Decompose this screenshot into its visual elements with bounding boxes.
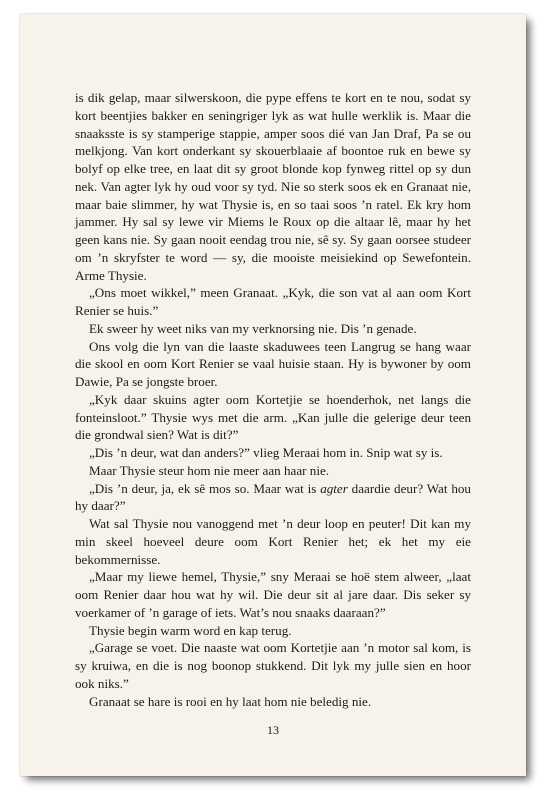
paragraph-11: Thysie begin warm word en kap terug. [89,622,292,638]
paragraph-1: is dik gelap, maar silwerskoon, die pype effens te kort en te nou, sodat sy kort beentjies bakker en seningriger lyk as wat hulle werklik is. Maar die snaaksste is sy stamperige stappie, amper soos dié van Jan Draf, Pa se ou melkjong. Van kort onderkant sy skouerblaaie af boontoe ruk en bewe sy bolyf op elke tree, en laat dit sy groot blonde kop fynweg rittel op sy dun nek. Van agter lyk hy oud voor sy tyd. Nie so sterk soos ek en Granaat nie, maar baie slimmer, hy wat Thysie is, en so taai soos ’n ratel. Ek kry hom jammer. Hy sal sy lewe vir Miems le Roux op die altaar lê, maar hy het geen kans nie. Sy gaan nooit eendag trou nie, sê sy. Sy gaan oorsee studeer om ’n skryfster te word — sy, die mooiste meisiekind op Sewefontein. Arme Thysie. [75,90,471,283]
paragraph-8-text-before: „Dis ’n deur, ja, ek sê mos so. Maar wat is [89,480,321,496]
paragraph-6: „Dis ’n deur, wat dan anders?” vlieg Meraai hom in. Snip wat sy is. [89,445,443,460]
body-text [75,89,471,710]
paragraph-4: Ons volg die lyn van die laaste skaduwees teen Langrug se hang waar die skool en oom Kort Renier se vaal huisie staan. Hy is bywoner by oom Dawie, Pa se jongste broer. [75,338,471,389]
paragraph-10: „Maar my liewe hemel, Thysie,” sny Meraai se hoë stem alweer, „laat oom Renier daar hou wat hy wil. Die deur sit al jare daar. Dis seker sy voerkamer of ’n garage of iets. Wat’s nou snaaks daaraan?” [75,569,471,620]
paragraph-13: Granaat se hare is rooi en hy laat hom nie beledig nie. [89,693,372,709]
page-number: 13 [267,723,279,737]
paragraph-5: „Kyk daar skuins agter oom Kortetjie se hoenderhok, net langs die fonteinsloot.” Thysie wys met die arm. „Kan julle die gelerige deur teen die grondwal sien? Wat is dit?” [75,391,471,443]
book-page [20,14,526,776]
paragraph-2: „Ons moet wikkel,” meen Granaat. „Kyk, die son vat al aan oom Kort Renier se huis.” [75,285,471,318]
paragraph-3: Ek sweer hy weet niks van my verknorsing nie. Dis ’n genade. [89,320,417,336]
paragraph-7: Maar Thysie steur hom nie meer aan haar nie. [89,462,330,478]
paragraph-12: „Garage se voet. Die naaste wat oom Kortetjie aan ’n motor sal kom, is sy kruiwa, en die is nog boonop stukkend. Dit lyk my julle sien en hoor ook niks.” [75,640,471,691]
paragraph-8 [75,480,471,516]
paragraph-9: Wat sal Thysie nou vanoggend met ’n deur loop en peuter! Dit kan my min skeel hoeveel deure oom Kort Renier het; ek het my eie bekommernisse. [75,516,471,567]
paragraph-8-italic: agter [320,480,348,496]
paragraph-8-text-after: daardie deur? Wat hou hy daar?” [75,480,471,514]
